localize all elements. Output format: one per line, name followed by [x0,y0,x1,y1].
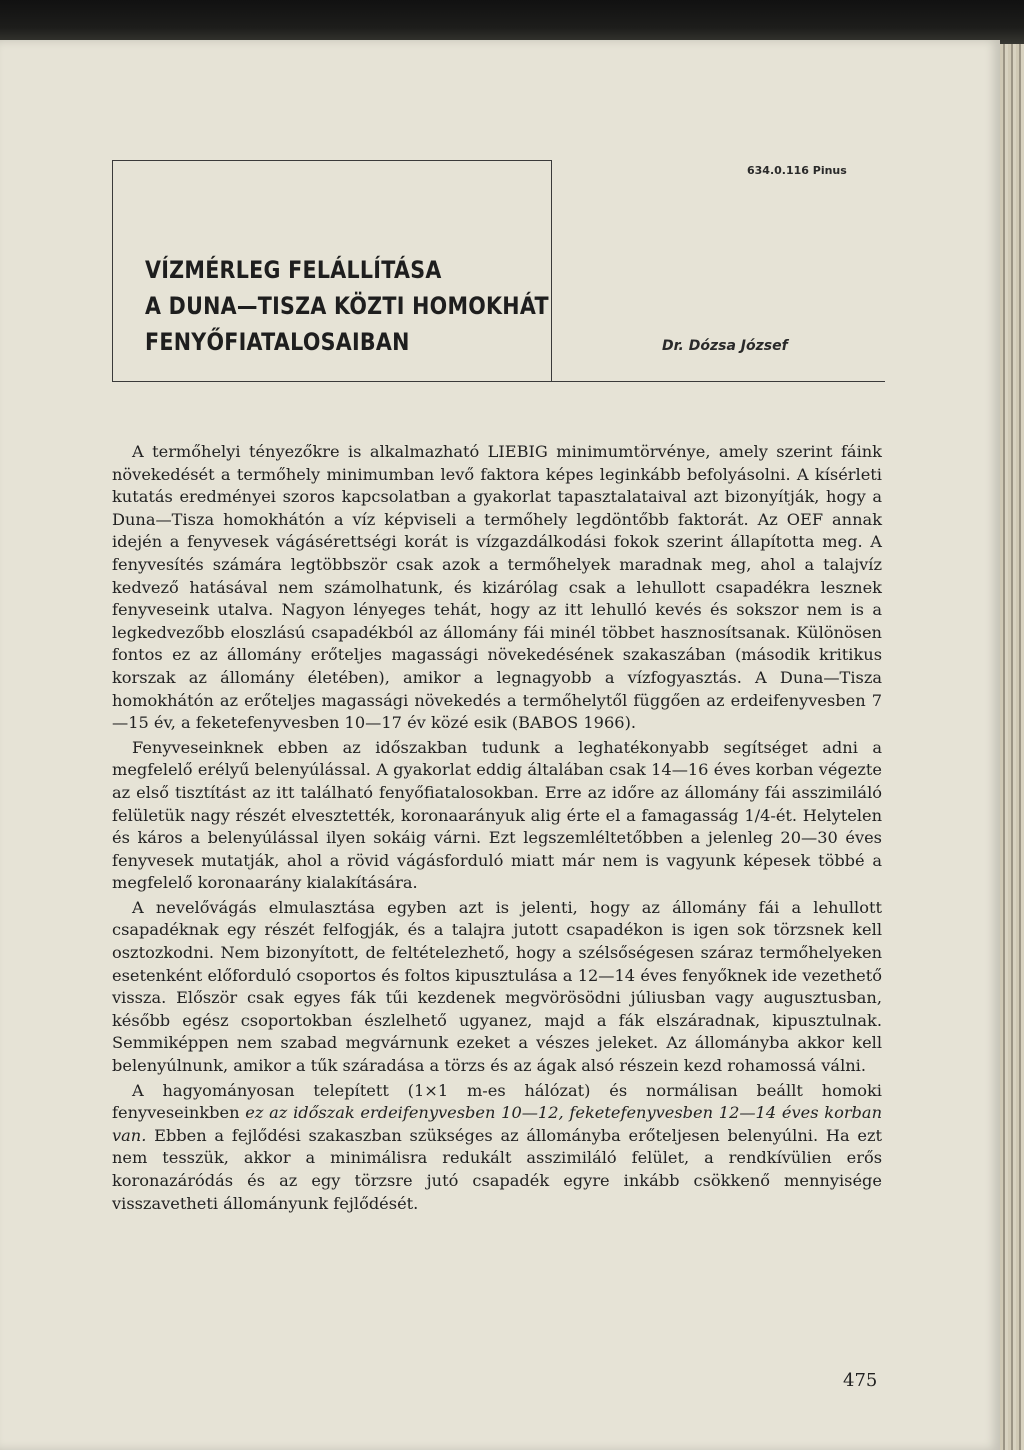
title-line: VÍZMÉRLEG FELÁLLÍTÁSA [145,256,442,284]
paragraph-text: Ebben a fejlődési szakaszban szükséges az állományba erőteljesen belenyúlni. Ha ezt nem tesszük, akkor a minimálisra redukált asszimiláló felület, a rendkívülien erős koronazáródás és az egy törzsre jutó csapadék egyre inkább csökkenő mennyisége visszavetheti állományunk fejlődését. [112,1125,882,1213]
page-edge [1000,44,1024,1450]
author-name: Dr. Dózsa József [662,338,788,354]
article-title [145,252,549,360]
paragraph: A nevelővágás elmulasztása egyben azt is jelenti, hogy az állomány fái a lehullott csapadéknak egy részét felfogják, és a talajra jutott csapadékon is igen sok törzsnek kell osztozkodni. Nem bizonyított, de feltételezhető, hogy a szélsőségesen száraz termőhelyeken esetenként előforduló csoportos és foltos kipusztulása a 12—14 éves fenyőknek ide vezethető vissza. Először csak egyes fák tűi kezdenek megvörösödni júliusban vagy augusztusban, később egész csoportokban észlelhető ugyanez, majd a fák elszáradnak, kipusztulnak. Semmiképpen nem szabad megvárnunk ezeket a vészes jeleket. Az állományba akkor kell belenyúlnunk, amikor a tűk száradása a törzs és az ágak alsó részein kezd rohamossá válni. [112,897,882,1076]
page-number: 475 [843,1370,878,1391]
emphasized-text: ez az időszak erdeifenyvesben 10—12, feketefenyvesben 12—14 éves korban van. [112,1103,882,1145]
article-body [112,441,882,1215]
paragraph: A termőhelyi tényezőkre is alkalmazható LIEBIG minimumtörvénye, amely szerint fáink növekedését a termőhely minimumban levő faktora képes leginkább befolyásolni. A kísérleti kutatás eredményei szoros kapcsolatban a gyakorlat tapasztalataival azt bizonyítják, hogy a Duna—Tisza homokhátón a víz képviseli a termőhely legdöntőbb faktorát. Az OEF annak idején a fenyvesek vágásérettségi korát is vízgazdálkodási fokok szerint állapította meg. A fenyvesítés számára legtöbbször csak azok a termőhelyek maradnak meg, ahol a talajvíz kedvező hatásával nem számolhatunk, és kizárólag csak a lehullott csapadékra lesznek fenyveseink utalva. Nagyon lényeges tehát, hogy az itt lehulló kevés és sokszor nem is a legkedvezőbb eloszlású csapadékból az állomány fái minél többet hasznosítsanak. Különösen fontos ez az állomány erőteljes magassági növekedésének szakaszában (második kritikus korszak az állomány életében), amikor a legnagyobb a vízfogyasztás. A Duna—Tisza homokhátón az erőteljes magassági növekedés a termőhelytől függően az erdeifenyvesben 7—15 év, a feketefenyvesben 10—17 év közé esik (BABOS 1966). [112,442,882,733]
title-rule [112,381,885,382]
title-line: A DUNA—TISZA KÖZTI HOMOKHÁT [145,292,549,320]
paragraph-text: A hagyományosan telepített (1×1 m-es hálózat) és normálisan beállt homoki fenyveseinkben [112,1080,882,1123]
paragraph [112,1080,882,1216]
title-line: FENYŐFIATALOSAIBAN [145,328,410,356]
paragraph: Fenyveseinknek ebben az időszakban tudunk a leghatékonyabb segítséget adni a megfelelő erélyű belenyúlással. A gyakorlat eddig általában csak 14—16 éves korban végezte az első tisztítást az itt található fenyőfiatalosokban. Erre az időre az állomány fái asszimiláló felületük nagy részét elvesztették, koronaarányuk alig érte el a famagasság 1/4-ét. Helytelen és káros a belenyúlással ilyen sokáig várni. Ezt legszemléltetőbben a jelenleg 20—30 éves fenyvesek mutatják, ahol a rövid vágásforduló miatt már nem is vagyunk képesek többé a megfelelő koronaarány kialakítására. [112,737,882,893]
udc-code: 634.0.116 Pinus [747,164,847,177]
